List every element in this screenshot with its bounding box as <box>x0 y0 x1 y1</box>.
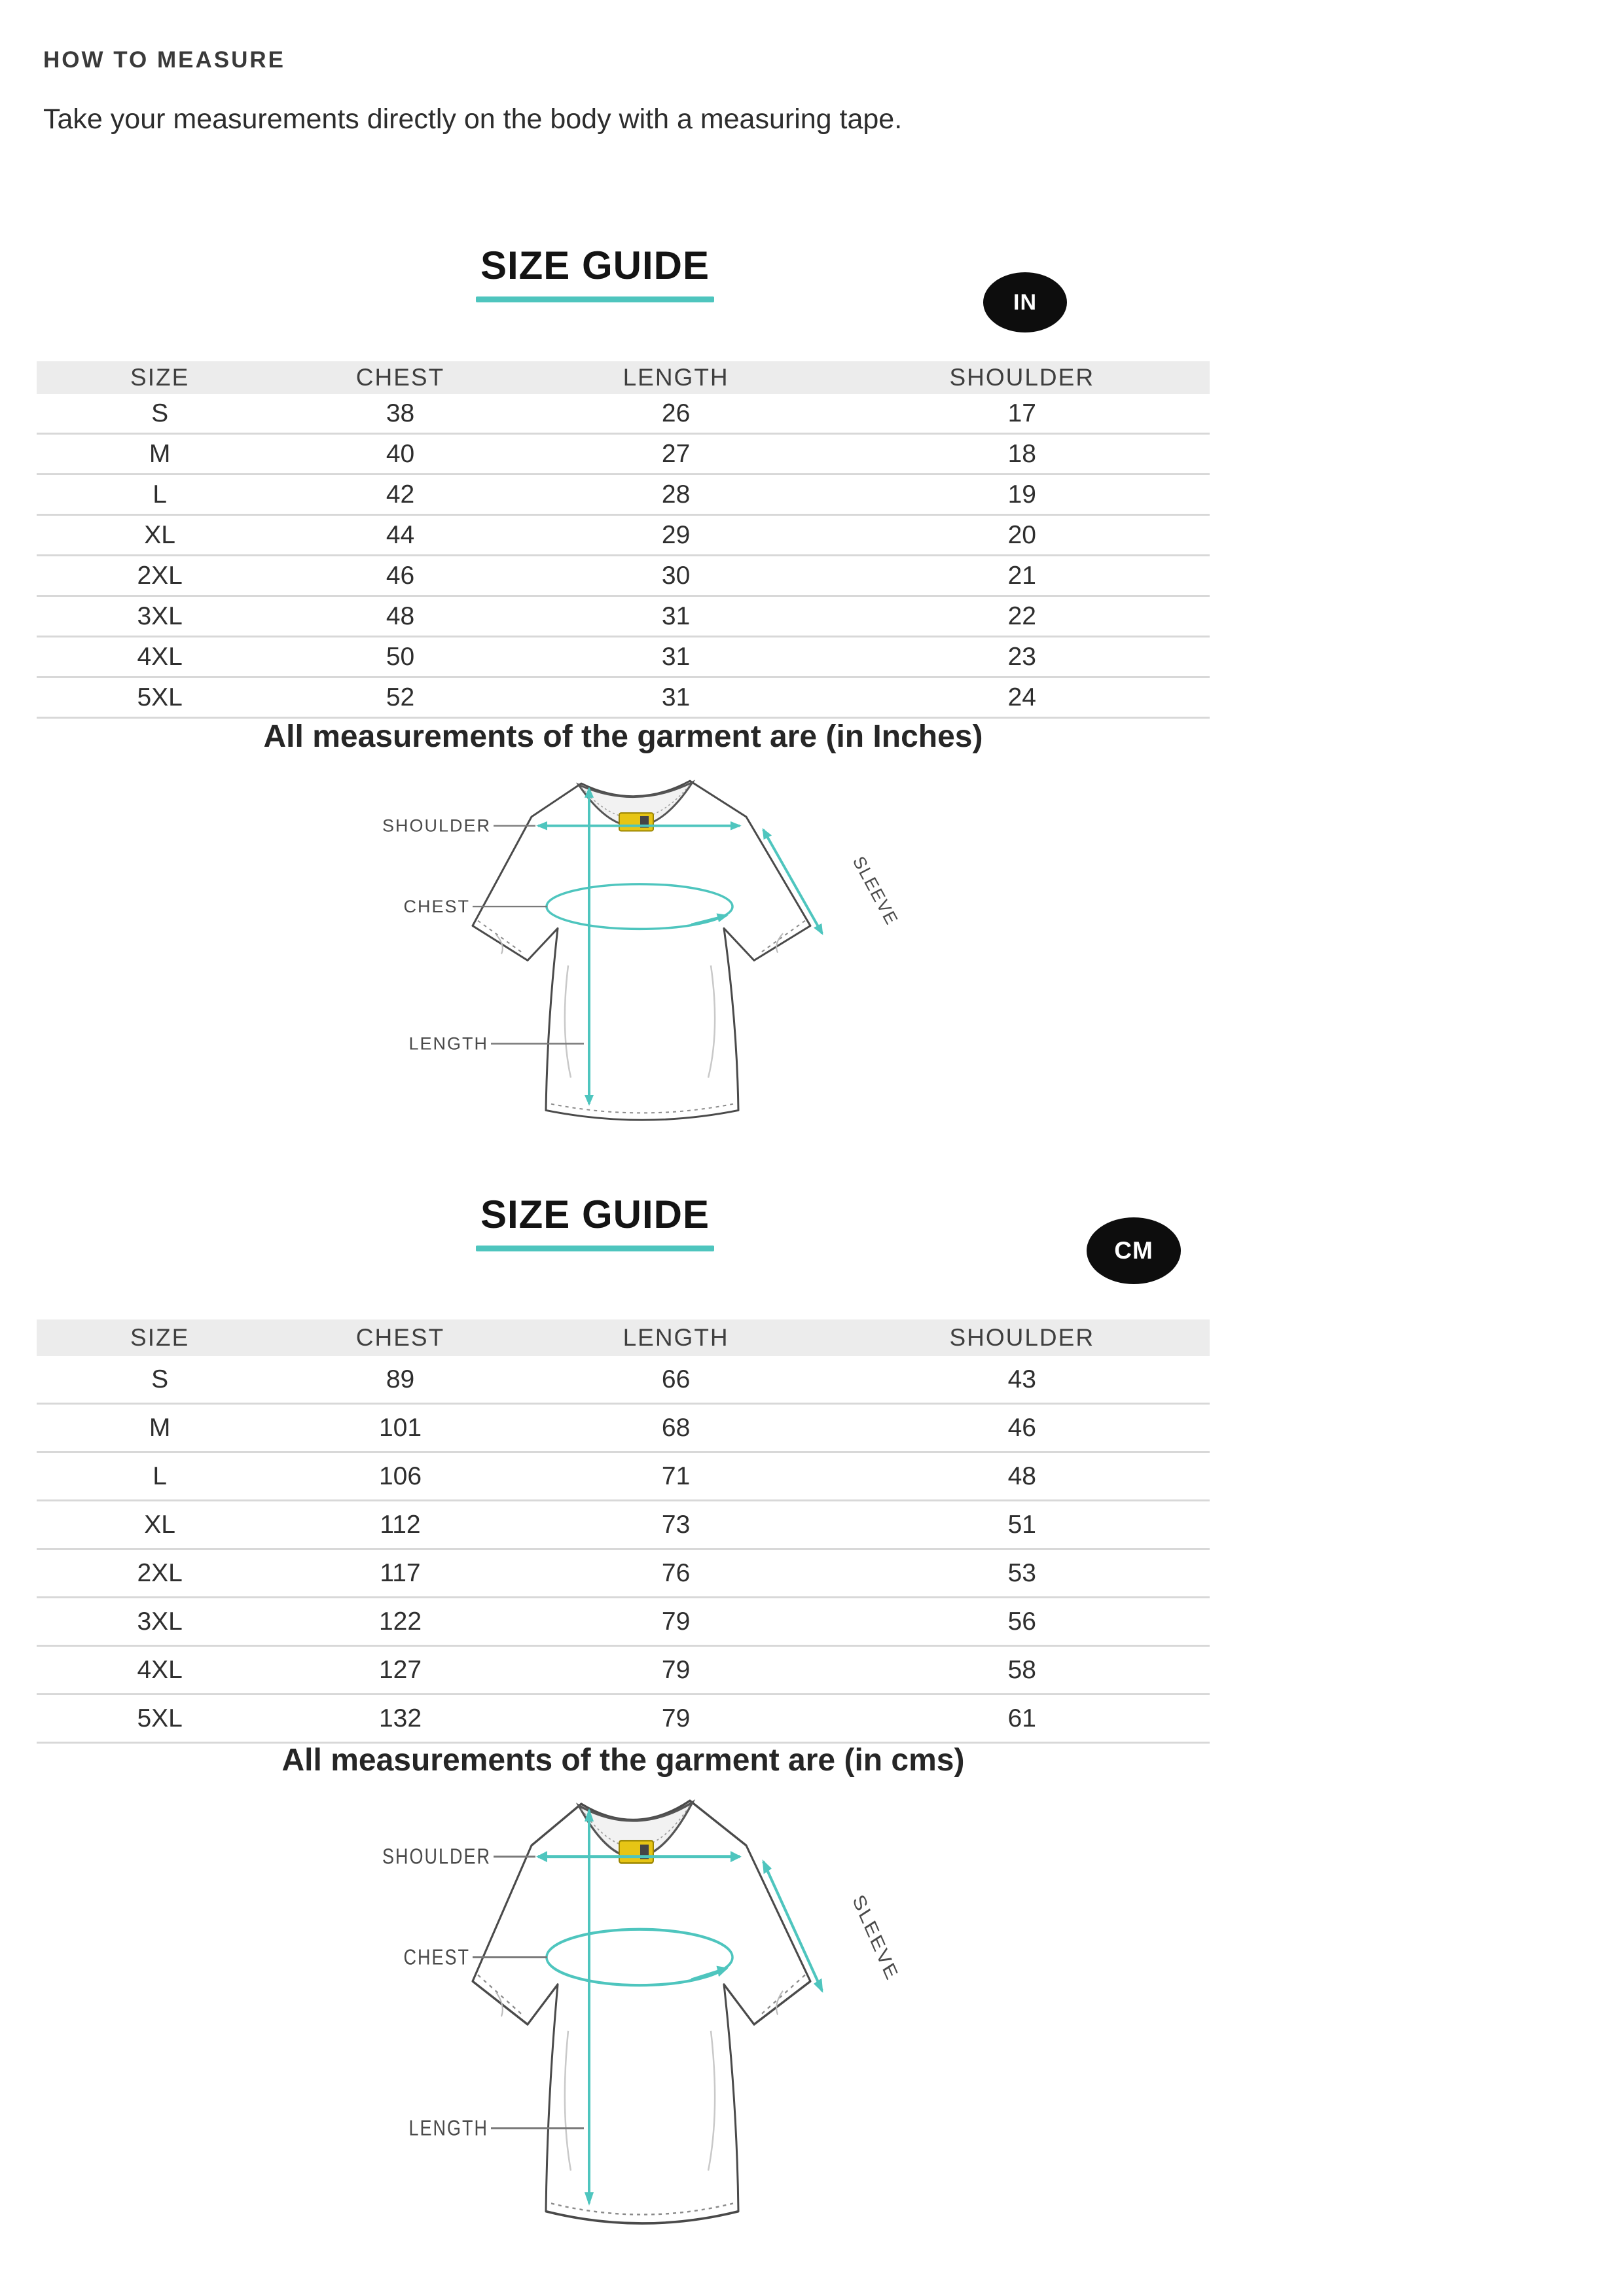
table-cell: XL <box>144 520 175 549</box>
table-cell: 66 <box>661 1365 691 1393</box>
header-row <box>37 361 1210 394</box>
table-cell: 31 <box>661 642 691 671</box>
title-underline <box>476 1246 714 1251</box>
table-cell: 31 <box>661 683 691 711</box>
table-row <box>37 677 1210 718</box>
table-cell: 19 <box>1007 480 1036 509</box>
table-cell: 31 <box>661 601 691 630</box>
footnote-inches: All measurements of the garment are (in Inches) <box>263 719 983 754</box>
title-underline <box>476 296 714 302</box>
table-row <box>37 1549 1210 1598</box>
table-cell: S <box>151 399 169 427</box>
table-cell: 127 <box>378 1655 422 1684</box>
page-subtitle: Take your measurements directly on the body with a measuring tape. <box>43 103 903 135</box>
size-table-inches <box>37 361 1210 719</box>
column-header: SHOULDER <box>835 1319 1210 1356</box>
table-cell: XL <box>144 1510 175 1539</box>
table-cell: 106 <box>378 1462 422 1490</box>
table-cell: 71 <box>661 1462 691 1490</box>
column-header: LENGTH <box>518 1319 835 1356</box>
table-row <box>37 596 1210 637</box>
table-cell: 3XL <box>137 601 183 630</box>
table-cell: 22 <box>1007 601 1036 630</box>
tshirt-diagram-inches <box>327 754 916 1126</box>
size-table-cms <box>37 1319 1210 1744</box>
table-cell: 76 <box>661 1558 691 1587</box>
length-label: LENGTH <box>408 1033 488 1054</box>
page-title: HOW TO MEASURE <box>43 47 285 73</box>
table-cell: 51 <box>1007 1510 1036 1539</box>
table-cell: 4XL <box>137 1655 183 1684</box>
unit-badge-cm[interactable]: CM <box>1087 1217 1181 1284</box>
section-title-inches <box>476 245 714 302</box>
table-cell: L <box>153 480 167 509</box>
table-cell: 29 <box>661 520 691 549</box>
table-cell: 58 <box>1007 1655 1036 1684</box>
table-cell: 73 <box>661 1510 691 1539</box>
table-cell: 89 <box>386 1365 415 1393</box>
table-cell: M <box>149 439 171 468</box>
column-header: SHOULDER <box>835 361 1210 394</box>
tshirt-diagram-cms <box>327 1767 916 2231</box>
unit-badge-in[interactable]: IN <box>983 272 1067 332</box>
table-cell: 101 <box>378 1413 422 1442</box>
table-cell: 52 <box>386 683 415 711</box>
table-cell: 26 <box>661 399 691 427</box>
table-cell: 43 <box>1007 1365 1036 1393</box>
column-header: LENGTH <box>518 361 835 394</box>
table-cell: 28 <box>661 480 691 509</box>
sleeve-label: SLEEVE <box>848 1891 902 1985</box>
chest-label: CHEST <box>403 897 470 916</box>
table-cell: 5XL <box>137 683 183 711</box>
header-row <box>37 1319 1210 1356</box>
table-cell: 132 <box>378 1704 422 1732</box>
table-cell: 53 <box>1007 1558 1036 1587</box>
shoulder-label: SHOULDER <box>382 816 491 836</box>
table-cell: 117 <box>380 1558 421 1587</box>
table-row <box>37 1501 1210 1549</box>
table-cell: 4XL <box>137 642 183 671</box>
chest-label: CHEST <box>403 1946 470 1970</box>
column-header: CHEST <box>283 1319 517 1356</box>
table-cell: 17 <box>1007 399 1036 427</box>
table-cell: 68 <box>661 1413 691 1442</box>
table-cell: 42 <box>386 480 415 509</box>
section-title-cms <box>476 1194 714 1251</box>
table-cell: S <box>151 1365 169 1393</box>
table-cell: 79 <box>661 1607 691 1636</box>
footnote-cms: All measurements of the garment are (in cms) <box>281 1743 965 1778</box>
table-row <box>37 556 1210 596</box>
column-header: SIZE <box>37 1319 283 1356</box>
table-row <box>37 515 1210 556</box>
column-header: CHEST <box>283 361 517 394</box>
length-label: LENGTH <box>408 2117 488 2141</box>
table-cell: 3XL <box>137 1607 183 1636</box>
table-cell: 50 <box>386 642 415 671</box>
table-cell: 5XL <box>137 1704 183 1732</box>
table-cell: 46 <box>1007 1413 1036 1442</box>
sleeve-label: SLEEVE <box>848 853 903 929</box>
section-title-text: SIZE GUIDE <box>480 1193 710 1236</box>
table-cell: 56 <box>1007 1607 1036 1636</box>
shirt-outline <box>473 1801 810 2223</box>
table-cell: 48 <box>1007 1462 1036 1490</box>
column-header: SIZE <box>37 361 283 394</box>
table-cell: 18 <box>1007 439 1036 468</box>
table-row <box>37 1356 1210 1404</box>
table-cell: 40 <box>386 439 415 468</box>
shirt-outline <box>473 781 810 1120</box>
table-cell: 24 <box>1007 683 1036 711</box>
table-cell: 20 <box>1007 520 1036 549</box>
table-row <box>37 475 1210 515</box>
table-cell: 61 <box>1007 1704 1036 1732</box>
section-title-text: SIZE GUIDE <box>480 243 710 287</box>
table-cell: 27 <box>661 439 691 468</box>
table-row <box>37 434 1210 475</box>
table-cell: L <box>153 1462 167 1490</box>
table-cell: 122 <box>378 1607 422 1636</box>
table-cell: 44 <box>386 520 415 549</box>
table-cell: 21 <box>1007 561 1036 590</box>
table-cell: 46 <box>386 561 415 590</box>
table-cell: 2XL <box>137 1558 183 1587</box>
shoulder-label: SHOULDER <box>382 1845 491 1869</box>
table-cell: 2XL <box>137 561 183 590</box>
table-cell: 23 <box>1007 642 1036 671</box>
table-row <box>37 1404 1210 1452</box>
table-cell: 48 <box>386 601 415 630</box>
table-cell: 38 <box>386 399 415 427</box>
table-cell: 79 <box>661 1655 691 1684</box>
table-row <box>37 637 1210 677</box>
table-cell: 112 <box>380 1510 421 1539</box>
table-row <box>37 1452 1210 1501</box>
table-cell: M <box>149 1413 171 1442</box>
table-cell: 30 <box>661 561 691 590</box>
table-row <box>37 1646 1210 1695</box>
table-row <box>37 1695 1210 1743</box>
table-row <box>37 394 1210 434</box>
table-row <box>37 1598 1210 1646</box>
table-cell: 79 <box>661 1704 691 1732</box>
